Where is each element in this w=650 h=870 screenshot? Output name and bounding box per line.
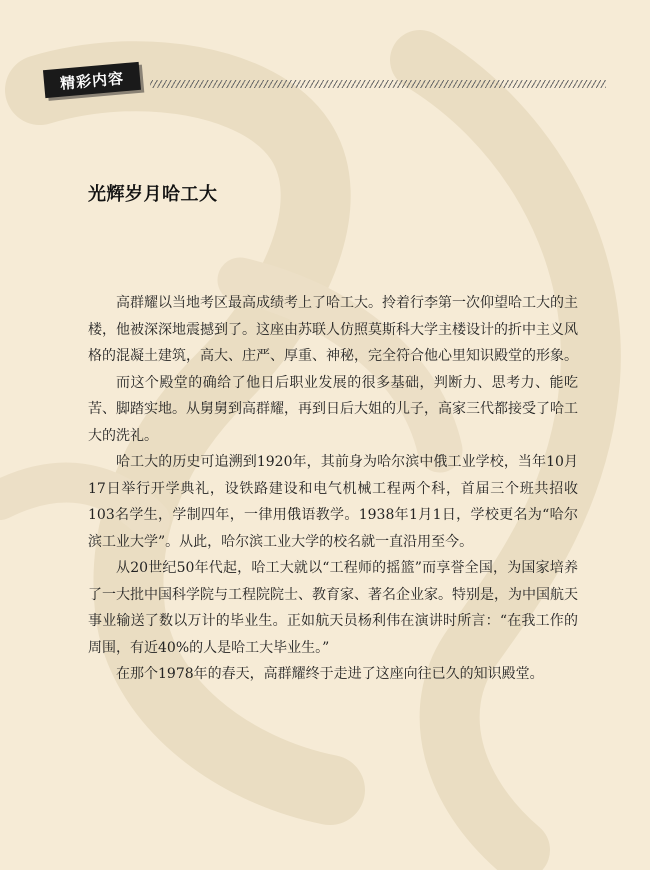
hatch-divider [150, 80, 606, 88]
article-title: 光辉岁月哈工大 [88, 184, 218, 205]
paragraph: 在那个1978年的春天，高群耀终于走进了这座向往已久的知识殿堂。 [116, 666, 544, 682]
paragraph: 从20世纪50年代起，哈工大就以“工程师的摇篮”而享誉全国，为国家培养了一大批中国科学院与工程院院士、教育家、著名企业家。特别是，为中国航天事业输送了数以万计的毕业生。正如航天员杨利伟在演讲时所言：“在我工作的周围，有近40%的人是哈工大毕业生。” [88, 560, 578, 656]
paragraph: 高群耀以当地考区最高成绩考上了哈工大。拎着行李第一次仰望哈工大的主楼，他被深深地震撼到了。这座由苏联人仿照莫斯科大学主楼设计的折中主义风格的混凝土建筑，高大、庄严、厚重、神秘，完全符合他心里知识殿堂的形象。 [88, 295, 578, 364]
paragraph: 哈工大的历史可追溯到1920年，其前身为哈尔滨中俄工业学校，当年10月17日举行开学典礼，设铁路建设和电气机械工程两个科，首届三个班共招收103名学生，学制四年，一律用俄语教学。1938年1月1日，学校更名为“哈尔滨工业大学”。从此，哈尔滨工业大学的校名就一直沿用至今。 [88, 454, 578, 550]
paragraph: 而这个殿堂的确给了他日后职业发展的很多基础，判断力、思考力、能吃苦、脚踏实地。从舅舅到高群耀，再到日后大姐的儿子，高家三代都接受了哈工大的洗礼。 [88, 374, 578, 444]
section-tag [43, 62, 141, 98]
section-tag-label: 精彩内容 [59, 68, 125, 93]
article-body [88, 290, 578, 688]
section-header [44, 64, 610, 100]
